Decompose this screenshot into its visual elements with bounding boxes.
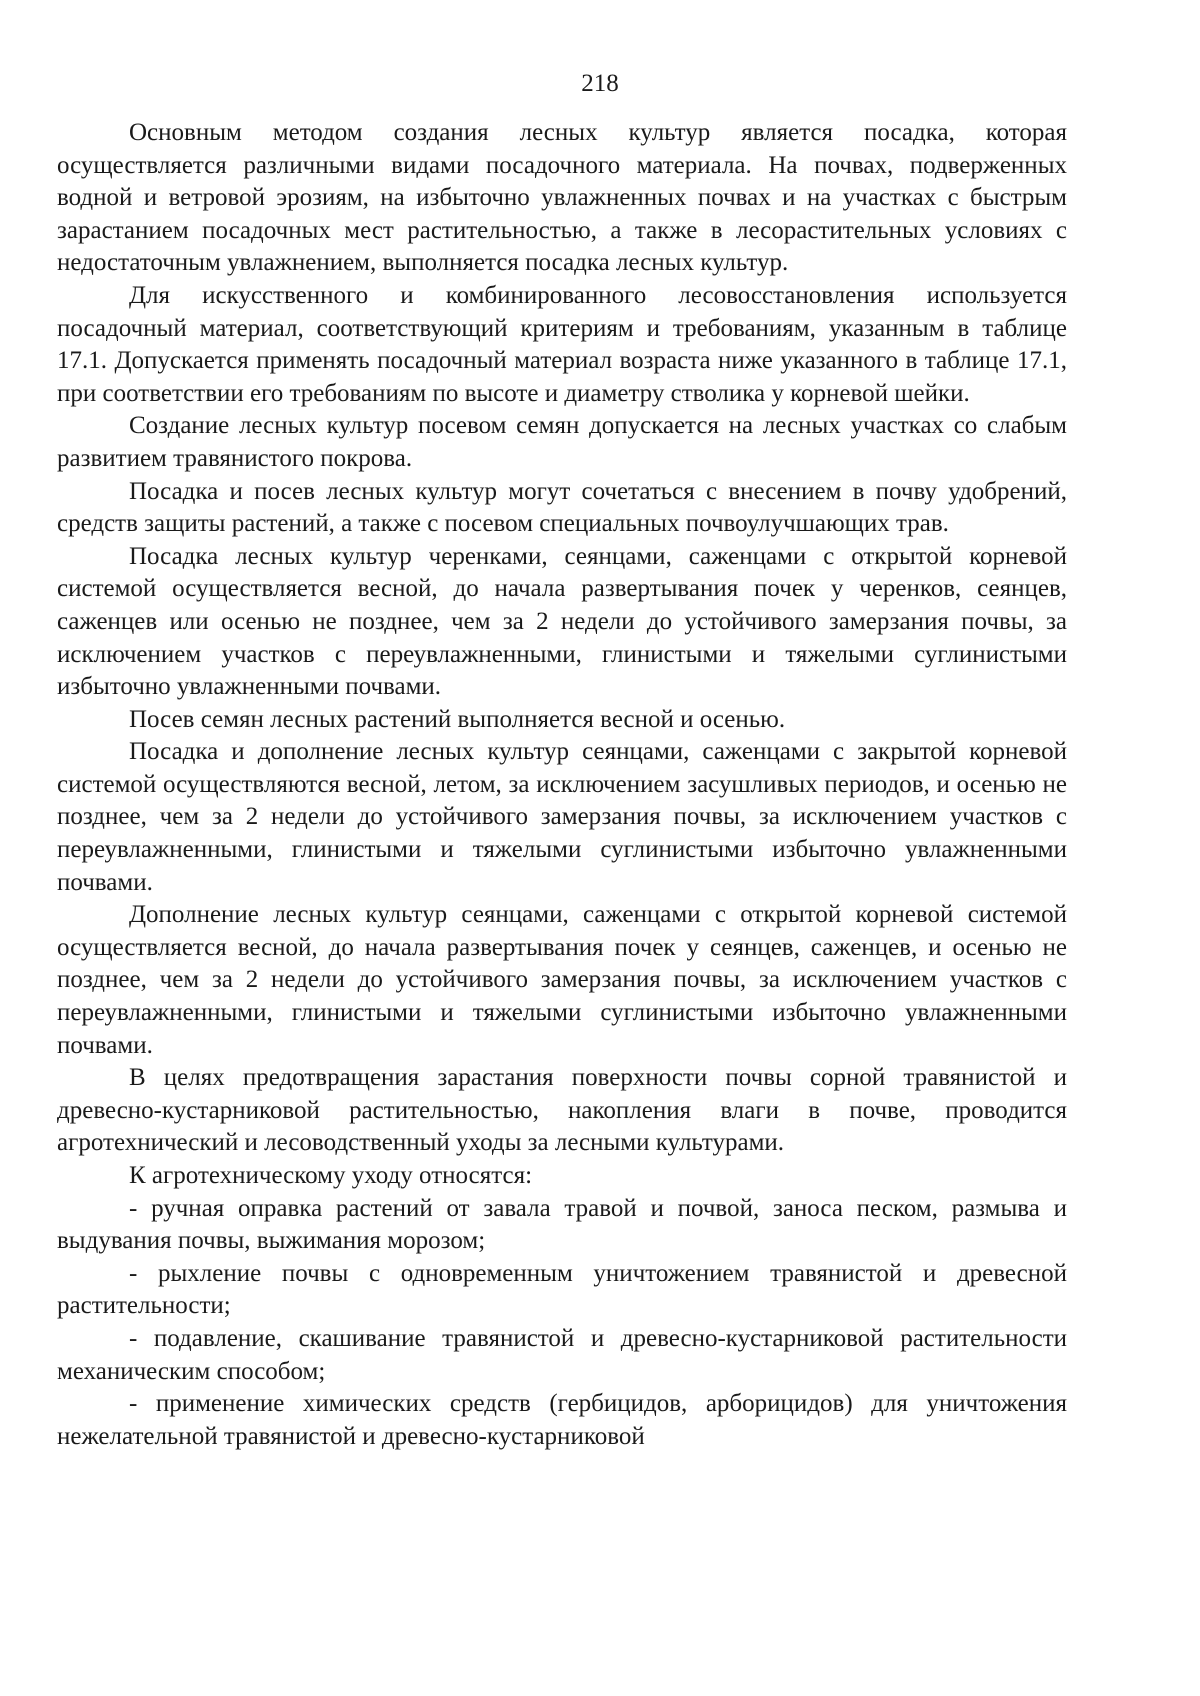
paragraph: Создание лесных культур посевом семян допускается на лесных участках со слабым развитием травянистого покрова. [57, 412, 1067, 472]
paragraph: Основным методом создания лесных культур является посадка, которая осуществляется различными видами посадочного материала. На почвах, подверженных водной и ветровой эрозиям, на избыточно увлажненных почвах и на участках с быстрым зарастанием посадочных мест растительностью, а также в лесорастительных условиях с недостаточным увлажнением, выполняется посадка лесных культур. [57, 119, 1067, 277]
list-item: - ручная оправка растений от завала травой и почвой, заноса песком, размыва и выдувания почвы, выжимания морозом; [57, 1194, 1067, 1255]
paragraph: В целях предотвращения зарастания поверхности почвы сорной травянистой и древесно-кустарниковой растительностью, накопления влаги в почве, проводится агротехнический и лесоводственный уходы за лесными культурами. [57, 1064, 1067, 1157]
paragraph: Посадка лесных культур черенками, сеянцами, саженцами с открытой корневой системой осуществляется весной, до начала развертывания почек у черенков, сеянцев, саженцев или осенью не позднее, чем за 2 недели до устойчивого замерзания почвы, за исключением участков с переувлажненными, глинистыми и тяжелыми суглинистыми избыточно увлажненными почвами. [57, 542, 1067, 701]
list-item: - подавление, скашивание травянистой и древесно-кустарниковой растительности механическим способом; [57, 1324, 1067, 1385]
paragraph: Дополнение лесных культур сеянцами, саженцами с открытой корневой системой осуществляется весной, до начала развертывания почек у сеянцев, саженцев, и осенью не позднее, чем за 2 недели до устойчивого замерзания почвы, за исключением участков с переувлажненными, глинистыми и тяжелыми суглинистыми избыточно увлажненными почвами. [57, 901, 1067, 1059]
paragraph: Посадка и дополнение лесных культур сеянцами, саженцами с закрытой корневой системой осуществляются весной, летом, за исключением засушливых периодов, и осенью не позднее, чем за 2 недели до устойчивого замерзания почвы, за исключением участков с переувлажненными, глинистыми и тяжелыми суглинистыми избыточно увлажненными почвами. [57, 738, 1067, 896]
list-item: - рыхление почвы с одновременным уничтожением травянистой и древесной растительности; [57, 1259, 1067, 1320]
paragraph: Посадка и посев лесных культур могут сочетаться с внесением в почву удобрений, средств защиты растений, а также с посевом специальных почвоулучшающих трав. [57, 477, 1067, 538]
list-item: - применение химических средств (гербицидов, арборицидов) для уничтожения нежелательной травянистой и древесно-кустарниковой [57, 1390, 1067, 1450]
page-number: 218 [581, 70, 619, 97]
paragraph: Для искусственного и комбинированного лесовосстановления используется посадочный материал, соответствующий критериям и требованиям, указанным в таблице 17.1. Допускается применять посадочный материал возраста ниже указанного в таблице 17.1, при соответствии его требованиям по высоте и диаметру стволика у корневой шейки. [57, 281, 1067, 407]
document-body [57, 117, 1067, 1453]
paragraph: К агротехническому уходу относятся: [129, 1162, 533, 1189]
paragraph: Посев семян лесных растений выполняется весной и осенью. [129, 705, 786, 733]
